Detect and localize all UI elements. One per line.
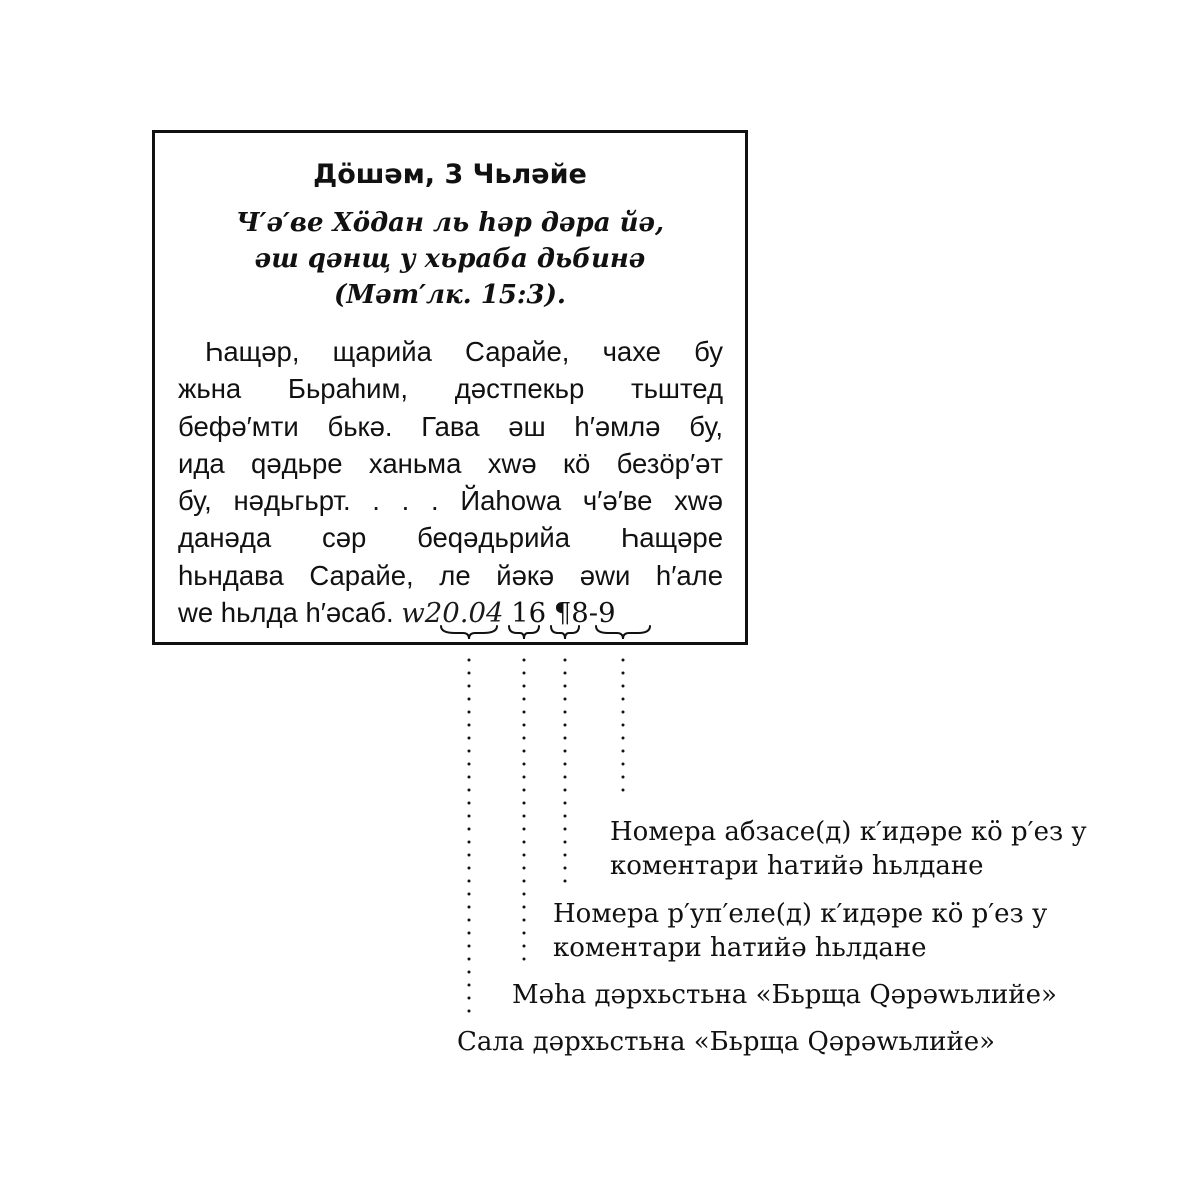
brace-month bbox=[509, 626, 539, 639]
date-heading: Дöшəм, 3 Чьлəйе bbox=[313, 159, 587, 190]
scripture-line: Ч′ə′ве Хöдан ль һəр дəра йə, bbox=[235, 208, 665, 238]
caption-line: Номера р′уп′еле(д) к′идəре кö р′ез у bbox=[553, 899, 1048, 929]
scripture-reference: (Мəт′лк. 15:3). bbox=[334, 280, 566, 310]
scripture-line: əш qəнщ у хьраба дьбинə bbox=[254, 244, 646, 274]
paragraph-line: жьна Бьраһим, дəстпекьр тьштед bbox=[178, 373, 723, 405]
citation-paragraph: ¶8-9 bbox=[553, 597, 616, 630]
citation-page: 16 bbox=[511, 597, 547, 630]
paragraph-line: данəда сəр беqəдьрийа Һащəре bbox=[178, 522, 723, 554]
caption-line: Номера абзасе(д) к′идəре кö р′ез у bbox=[610, 817, 1087, 847]
brace-paragraph bbox=[596, 626, 650, 639]
caption-line: коментари hатийə һьлдане bbox=[610, 851, 984, 881]
paragraph-line: ида qəдьре ханьма хwə кö безöр′əт bbox=[178, 447, 723, 479]
citation-publication: w20.04 bbox=[401, 597, 504, 630]
brace-publication bbox=[441, 626, 497, 639]
paragraph-line: һьндава Сарайе, ле йəкə əwи h′але bbox=[178, 559, 723, 591]
paragraph-line: бефə′мти бькə. Гава əш h′əмлə бу, bbox=[178, 410, 723, 442]
page-number-caption bbox=[553, 897, 1047, 965]
paragraph-line-end: we һьлда h′əсаб. bbox=[178, 597, 394, 629]
paragraph-number-caption bbox=[610, 815, 1087, 883]
issue-year-caption: Сала дəрхьстьна «Бьрща Qəрəwьлийе» bbox=[457, 1027, 996, 1057]
caption-line: коментари hатийə һьлдане bbox=[553, 933, 927, 963]
issue-month-caption: Мəhа дəрхьстьна «Бьрща Qəрəwьлийе» bbox=[512, 980, 1057, 1010]
paragraph-line: бу, нəдьгьрт. . . . Йаhowa ч′ə′ве хwə bbox=[178, 485, 723, 517]
brace-page bbox=[551, 626, 579, 639]
paragraph-line: Һащəр, щарийа Сарайе, чахе бу bbox=[205, 336, 723, 367]
